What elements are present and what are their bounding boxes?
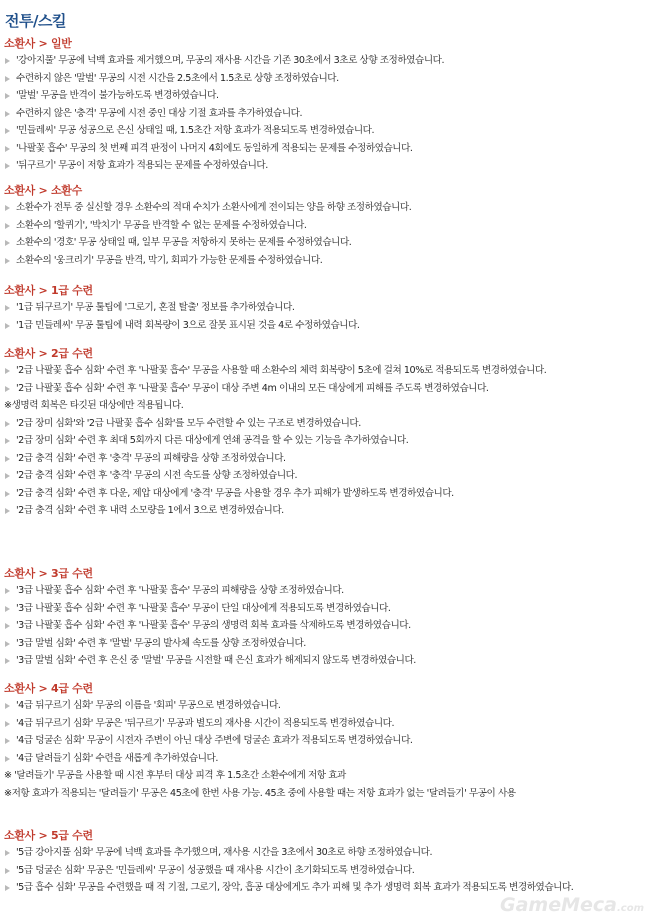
section — [0, 566, 650, 670]
bullet-triangle-icon — [5, 658, 10, 664]
list-item-text: 소환수의 '웅크리기' 무공을 반격, 막기, 회피가 가능한 문제를 수정하였습니다. — [16, 254, 323, 266]
list-item-text: '2급 충격 심화' 수련 후 내력 소모량을 1에서 3으로 변경하였습니다. — [16, 505, 284, 516]
list-item-text: '1급 뒤구르기' 무공 툴팁에 '그로기, 혼절 탈출' 정보를 추가하였습니다. — [16, 302, 295, 313]
list-item — [0, 600, 650, 618]
section — [0, 183, 650, 269]
list-item — [0, 234, 650, 252]
bullet-triangle-icon — [5, 738, 10, 744]
bullet-triangle-icon — [5, 146, 10, 152]
list-item-text: '2급 충격 심화' 수련 후 다운, 제압 대상에게 '충격' 무공을 사용할 경우 추가 피해가 발생하도록 변경하였습니다. — [16, 487, 454, 499]
bullet-triangle-icon — [5, 223, 10, 229]
bullet-triangle-icon — [5, 323, 10, 329]
bullet-triangle-icon — [5, 240, 10, 246]
bullet-triangle-icon — [5, 473, 10, 479]
section — [0, 828, 650, 897]
list-item — [0, 217, 650, 235]
section — [0, 346, 650, 520]
bullet-triangle-icon — [5, 491, 10, 497]
list-item — [0, 317, 650, 335]
list-item — [0, 380, 650, 398]
bullet-triangle-icon — [5, 163, 10, 169]
list-item-text: '4급 덩굴손 심화' 무공이 시전자 주변이 아닌 대상 주변에 덩굴손 효과가 적용되도록 변경하였습니다. — [16, 735, 413, 746]
list-item — [0, 199, 650, 217]
list-item — [0, 485, 650, 503]
bullet-triangle-icon — [5, 58, 10, 64]
note-item — [0, 397, 650, 415]
list-item — [0, 844, 650, 862]
list-item — [0, 450, 650, 468]
list-item — [0, 122, 650, 140]
list-item-text: '4급 뒤구르기 심화' 무공의 이름을 '회피' 무공으로 변경하였습니다. — [16, 700, 281, 711]
list-item-text: '2급 장미 심화'와 '2급 나팔꽃 흡수 심화'를 모두 수련할 수 있는 구조로 변경하였습니다. — [16, 417, 361, 429]
list-item-text: ※ '달려들기' 무공을 사용할 때 시전 후부터 대상 피격 후 1.5초간 소환수에게 저항 효과 — [4, 770, 346, 781]
list-item-text: '2급 장미 심화' 수련 후 최대 5회까지 다른 대상에게 연쇄 공격을 할 수 있는 기능을 추가하였습니다. — [16, 435, 409, 446]
list-item — [0, 617, 650, 635]
list-item-text: '3급 나팔꽃 흡수 심화' 수련 후 '나팔꽃 흡수' 무공의 피해량을 상향 조정하였습니다. — [16, 585, 344, 596]
list-item — [0, 432, 650, 450]
list-item — [0, 862, 650, 880]
bullet-triangle-icon — [5, 721, 10, 727]
list-item — [0, 635, 650, 653]
list-item-text: 소환수가 전투 중 실신할 경우 소환수의 적대 수치가 소환사에게 전이되는 양을 하향 조정하였습니다. — [16, 202, 412, 213]
section-heading: 소환사 > 5급 수련 — [4, 829, 93, 842]
list-item — [0, 582, 650, 600]
bullet-triangle-icon — [5, 756, 10, 762]
bullet-triangle-icon — [5, 93, 10, 99]
page-title: 전투/스킬 — [5, 12, 66, 30]
note-item — [0, 767, 650, 785]
list-item — [0, 70, 650, 88]
bullet-triangle-icon — [5, 885, 10, 891]
bullet-triangle-icon — [5, 111, 10, 117]
list-item — [0, 652, 650, 670]
bullet-triangle-icon — [5, 205, 10, 211]
bullet-triangle-icon — [5, 850, 10, 856]
bullet-triangle-icon — [5, 588, 10, 594]
list-item — [0, 415, 650, 433]
list-item-text: '강아지풀' 무공에 넉백 효과를 제거했으며, 무공의 재사용 시간을 기존 30초에서 3초로 상향 조정하였습니다. — [16, 55, 445, 66]
list-item-text: '말벌' 무공을 반격이 불가능하도록 변경하였습니다. — [16, 90, 219, 101]
list-item — [0, 140, 650, 158]
section-heading: 소환사 > 4급 수련 — [4, 682, 93, 695]
bullet-triangle-icon — [5, 606, 10, 612]
section — [0, 283, 650, 334]
list-item-text: 수련하지 않은 '충격' 무공에 시전 중인 대상 기절 효과를 추가하였습니다. — [16, 107, 303, 119]
list-item — [0, 467, 650, 485]
list-item-text: 소환수의 '경호' 무공 상태일 때, 일부 무공을 저항하지 못하는 문제를 수정하였습니다. — [16, 237, 352, 248]
section-heading: 소환사 > 소환수 — [4, 184, 82, 197]
list-item-text: ※저항 효과가 적용되는 '달려들기' 무공은 45초에 한번 사용 가능. 45초 중에 사용할 때는 저항 효과가 없는 '달려들기' 무공이 사용 — [4, 787, 516, 799]
list-item-text: '4급 달려들기 심화' 수련을 새롭게 추가하였습니다. — [16, 752, 218, 764]
bullet-triangle-icon — [5, 623, 10, 629]
watermark-brand: GameMeca — [499, 894, 617, 916]
list-item — [0, 715, 650, 733]
list-item-text: '민들레씨' 무공 성공으로 은신 상태일 때, 1.5초간 저항 효과가 적용되도록 변경하였습니다. — [16, 125, 375, 136]
section — [0, 36, 650, 175]
list-item-text: '3급 나팔꽃 흡수 심화' 수련 후 '나팔꽃 흡수' 무공의 생명력 회복 효과를 삭제하도록 변경하였습니다. — [16, 620, 411, 631]
bullet-triangle-icon — [5, 386, 10, 392]
list-item-text: '5급 흡수 심화' 무공을 수련했을 때 적 기절, 그로기, 장악, 흡공 대상에게도 추가 피해 및 추가 생명력 회복 효과가 적용되도록 변경하였습니다. — [16, 882, 574, 893]
section-heading: 소환사 > 1급 수련 — [4, 284, 93, 297]
bullet-triangle-icon — [5, 641, 10, 647]
list-item-text: '2급 나팔꽃 흡수 심화' 수련 후 '나팔꽃 흡수' 무공이 대상 주변 4m 이내의 모든 대상에게 피해를 주도록 변경하였습니다. — [16, 382, 489, 394]
list-item-text: '2급 나팔꽃 흡수 심화' 수련 후 '나팔꽃 흡수' 무공을 사용할 때 소환수의 체력 회복량이 5초에 걸쳐 10%로 적용되도록 변경하였습니다. — [16, 365, 547, 376]
list-item-text: '2급 충격 심화' 수련 후 '충격' 무공의 시전 속도를 상향 조정하였습니다. — [16, 470, 298, 481]
watermark-logo — [500, 894, 644, 916]
bullet-triangle-icon — [5, 76, 10, 82]
list-item — [0, 105, 650, 123]
bullet-triangle-icon — [5, 128, 10, 134]
section-heading: 소환사 > 2급 수련 — [4, 347, 93, 360]
list-item — [0, 362, 650, 380]
bullet-triangle-icon — [5, 421, 10, 427]
section-heading: 소환사 > 3급 수련 — [4, 567, 93, 580]
list-item-text: 수련하지 않은 '말벌' 무공의 시전 시간을 2.5초에서 1.5초로 상향 조정하였습니다. — [16, 72, 339, 84]
bullet-triangle-icon — [5, 258, 10, 264]
bullet-triangle-icon — [5, 508, 10, 514]
list-item — [0, 697, 650, 715]
list-item — [0, 502, 650, 520]
bullet-triangle-icon — [5, 368, 10, 374]
list-item — [0, 87, 650, 105]
list-item-text: '나팔꽃 흡수' 무공의 첫 번째 피격 판정이 나머지 4회에도 동일하게 적용되는 문제를 수정하였습니다. — [16, 142, 413, 154]
list-item-text: 소환수의 '할퀴기', '박치기' 무공을 반격할 수 없는 문제를 수정하였습니다. — [16, 219, 307, 231]
list-item — [0, 750, 650, 768]
watermark-suffix: .com — [616, 903, 644, 914]
bullet-triangle-icon — [5, 305, 10, 311]
note-item — [0, 785, 650, 803]
bullet-triangle-icon — [5, 456, 10, 462]
list-item-text: ※생명력 회복은 타깃된 대상에만 적용됩니다. — [4, 400, 184, 411]
section-heading: 소환사 > 일반 — [4, 37, 72, 50]
bullet-triangle-icon — [5, 703, 10, 709]
list-item-text: '2급 충격 심화' 수련 후 '충격' 무공의 피해량을 상향 조정하였습니다. — [16, 452, 286, 464]
bullet-triangle-icon — [5, 438, 10, 444]
list-item-text: '1급 민들레씨' 무공 툴팁에 내력 회복량이 3으로 잘못 표시된 것을 4로 수정하였습니다. — [16, 319, 360, 331]
list-item-text: '뒤구르기' 무공이 저항 효과가 적용되는 문제를 수정하였습니다. — [16, 160, 268, 171]
list-item — [0, 299, 650, 317]
list-item-text: '3급 말벌 심화' 수련 후 '말벌' 무공의 발사체 속도를 상향 조정하였습니다. — [16, 637, 306, 649]
list-item-text: '4급 뒤구르기 심화' 무공은 '뒤구르기' 무공과 별도의 재사용 시간이 적용되도록 변경하였습니다. — [16, 717, 395, 729]
bullet-triangle-icon — [5, 868, 10, 874]
list-item-text: '5급 덩굴손 심화' 무공은 '민들레씨' 무공이 성공했을 때 재사용 시간이 초기화되도록 변경하였습니다. — [16, 864, 415, 876]
list-item-text: '3급 나팔꽃 흡수 심화' 수련 후 '나팔꽃 흡수' 무공이 단일 대상에게 적용되도록 변경하였습니다. — [16, 602, 391, 614]
list-item-text: '3급 말벌 심화' 수련 후 은신 중 '말벌' 무공을 시전할 때 은신 효과가 해제되지 않도록 변경하였습니다. — [16, 655, 416, 666]
list-item — [0, 732, 650, 750]
list-item — [0, 252, 650, 270]
section — [0, 681, 650, 802]
list-item-text: '5급 강아지풀 심화' 무공에 넉백 효과를 추가했으며, 재사용 시간을 3초에서 30초로 하향 조정하였습니다. — [16, 847, 433, 858]
list-item — [0, 52, 650, 70]
list-item — [0, 157, 650, 175]
